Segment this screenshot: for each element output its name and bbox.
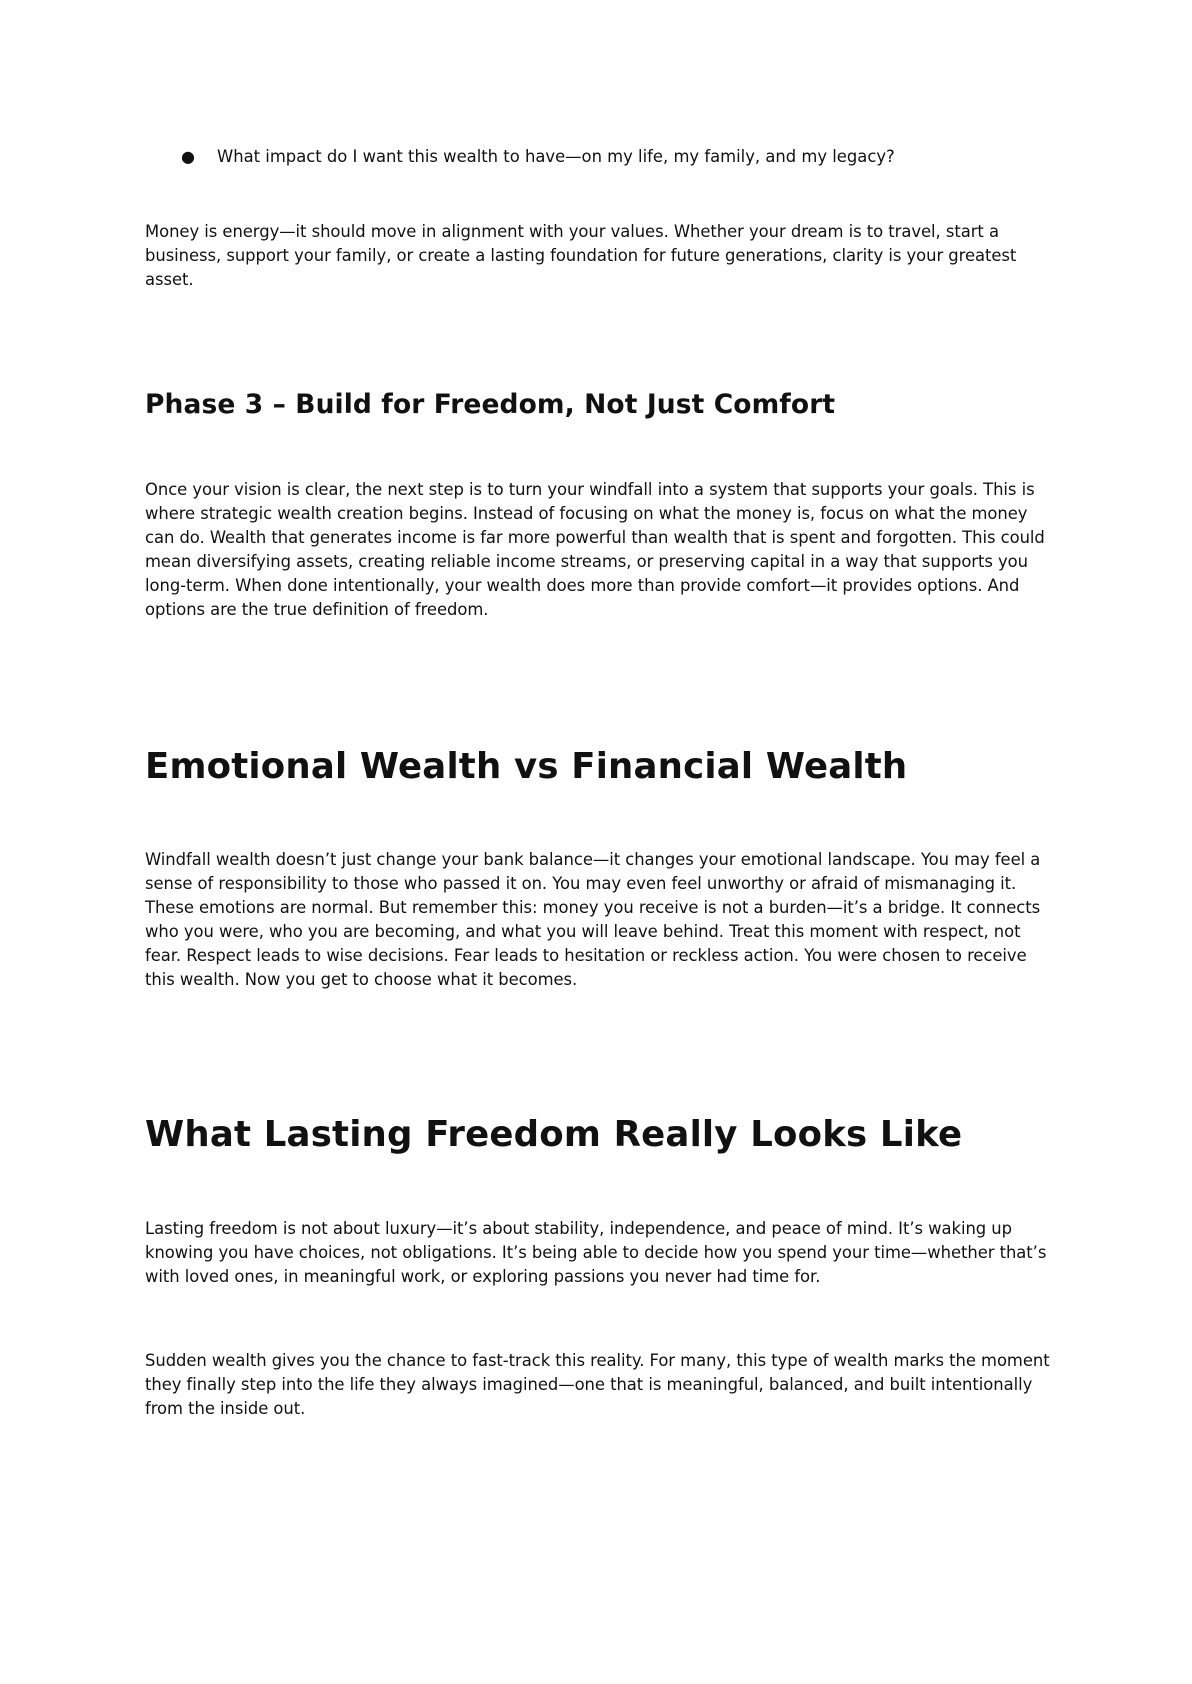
paragraph-phase-3: Once your vision is clear, the next step is to turn your windfall into a system that supports your goals. This is where strategic wealth creation begins. Instead of focusing on what the money is, focus on what the money can do. Wealth that generates income is far more powerful than wealth that is spent and forgotten. This could mean diversifying assets, creating reliable income streams, or preserving capital in a way that supports you long-term. When done intentionally, your wealth does more than provide comfort—it provides options. And options are the true definition of freedom. (145, 480, 1045, 619)
paragraph-lasting-freedom-1: Lasting freedom is not about luxury—it’s about stability, independence, and peace of mind. It’s waking up knowing you have choices, not obligations. It’s being able to decide how you spend your time—whether that’s with loved ones, in meaningful work, or exploring passions you never had time for. (145, 1219, 1047, 1286)
bullet-text: What impact do I want this wealth to have—on my life, my family, and my legacy? (217, 147, 895, 166)
section-heading-phase-3: Phase 3 – Build for Freedom, Not Just Comfort (145, 389, 836, 420)
paragraph-lasting-freedom-2: Sudden wealth gives you the chance to fast-track this reality. For many, this type of wealth marks the moment they finally step into the life they always imagined—one that is meaningful, balanced, and built intentionally from the inside out. (145, 1351, 1050, 1418)
section-heading-lasting-freedom: What Lasting Freedom Really Looks Like (145, 1114, 963, 1155)
bullet-icon: ● (181, 147, 195, 166)
section-heading-emotional-wealth: Emotional Wealth vs Financial Wealth (145, 746, 908, 787)
bullet-list (181, 145, 1051, 169)
list-item (181, 145, 1051, 169)
paragraph-money-energy: Money is energy—it should move in alignment with your values. Whether your dream is to travel, start a business, support your family, or create a lasting foundation for future generations, clarity is your greatest asset. (145, 222, 1017, 289)
paragraph-emotional-wealth: Windfall wealth doesn’t just change your bank balance—it changes your emotional landscape. You may feel a sense of responsibility to those who passed it on. You may even feel unworthy or afraid of mismanaging it. These emotions are normal. But remember this: money you receive is not a burden—it’s a bridge. It connects who you were, who you are becoming, and what you will leave behind. Treat this moment with respect, not fear. Respect leads to wise decisions. Fear leads to hesitation or reckless action. You were chosen to receive this wealth. Now you get to choose what it becomes. (145, 850, 1041, 989)
